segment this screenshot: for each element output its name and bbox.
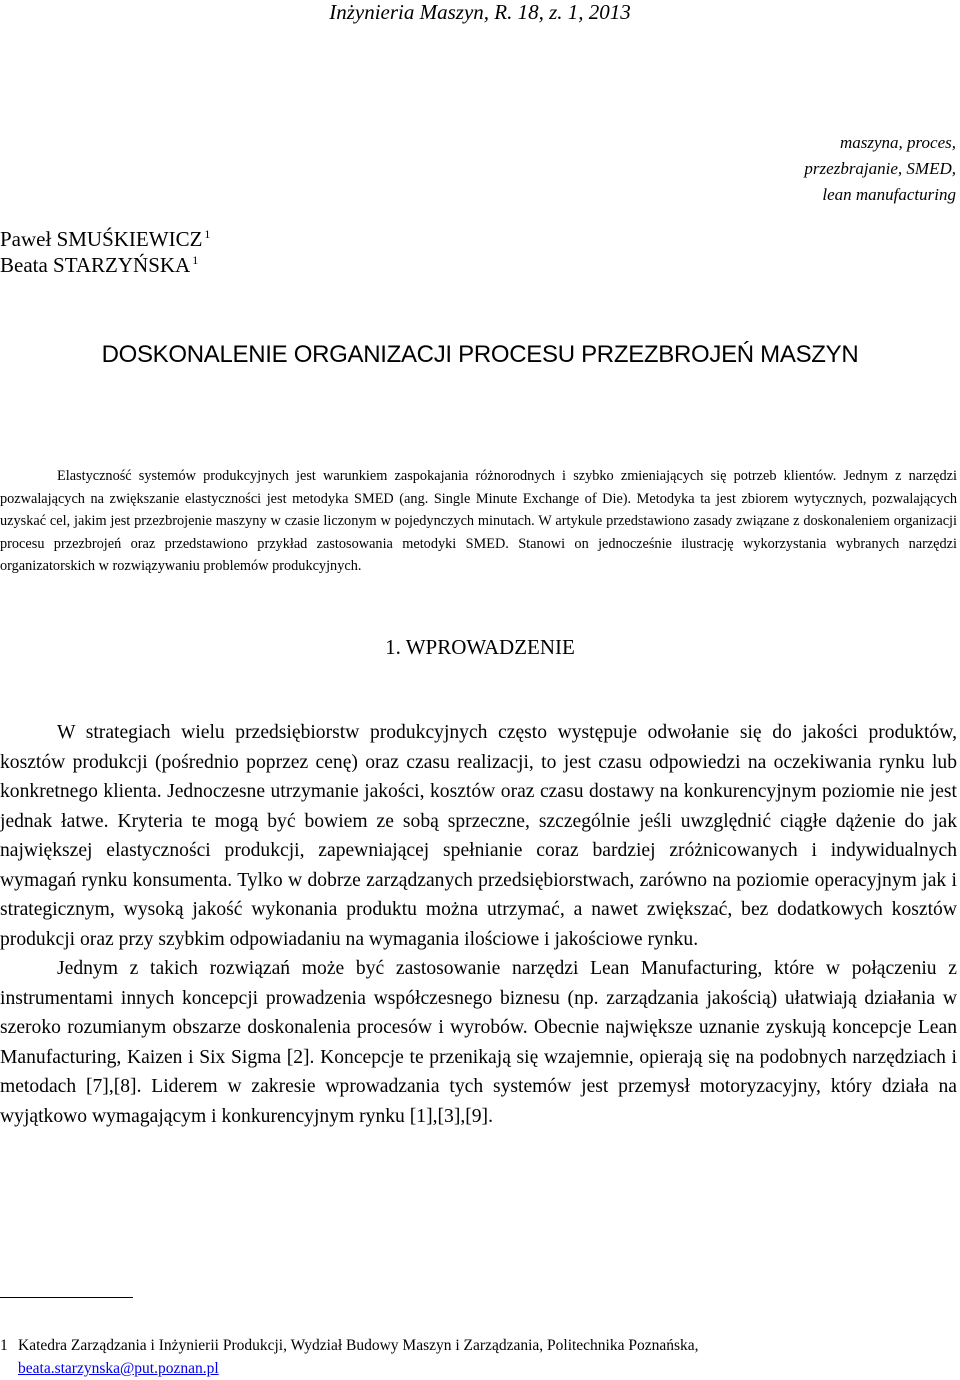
keyword-line: przezbrajanie, SMED, xyxy=(804,159,956,178)
keyword-line: maszyna, proces, xyxy=(840,133,956,152)
footnote-line xyxy=(0,1334,957,1357)
footnote xyxy=(0,1334,957,1380)
journal-header: Inżynieria Maszyn, R. 18, z. 1, 2013 xyxy=(329,0,631,24)
authors xyxy=(0,226,210,278)
paper-title: DOSKONALENIE ORGANIZACJI PROCESU PRZEZBROJEŃ MASZYN xyxy=(101,341,859,368)
author-name: Paweł SMUŚKIEWICZ xyxy=(0,227,203,251)
section-heading: 1. WPROWADZENIE xyxy=(385,635,575,659)
footnote-rule xyxy=(0,1297,133,1298)
body-paragraph: Jednym z takich rozwiązań może być zastosowanie narzędzi Lean Manufacturing, które w połączeniu z instrumentami innych koncepcji prowadzenia współczesnego biznesu (np. zarządzania jakością) ułatwiają działania w szeroko rozumianym obszarze doskonalenia procesów i wyrobów. Obecnie największe uznanie zyskują koncepcje Lean Manufacturing, Kaizen i Six Sigma [2]. Koncepcje te przenikają się wzajemnie, opierają się na podobnych narzędziach i metodach [7],[8]. Liderem w zakresie wprowadzania tych systemów jest przemysł motoryzacyjny, który działa na wyjątkowo wymagającym i konkurencyjnym rynku [1],[3],[9]. xyxy=(0,958,957,1127)
footnote-email-line xyxy=(0,1357,957,1380)
author-name: Beata STARZYŃSKA xyxy=(0,253,191,277)
author-affiliation-mark: 1 xyxy=(192,253,199,267)
abstract xyxy=(0,465,957,578)
section-body xyxy=(0,718,957,1131)
author xyxy=(0,252,210,278)
author xyxy=(0,226,210,252)
footnote-mark: 1 xyxy=(0,1337,8,1354)
body-paragraph: W strategiach wielu przedsiębiorstw produkcyjnych często występuje odwołanie się do jakości produktów, kosztów produkcji (pośrednio poprzez cenę) oraz czasu realizacji, to jest czasu odpowiedzi na oczekiwania rynku lub konkretnego klienta. Jednoczesne utrzymanie jakości, kosztów oraz czasu dostawy na konkurencyjnym poziomie nie jest jednak łatwe. Kryteria te mogą być bowiem ze sobą sprzeczne, szczególnie jeśli uwzględnić ciągłe dążenie do jak największej elastyczności produkcji, zapewniającej spełnianie coraz bardziej zróżnicowanych i indywidualnych wymagań rynku konsumenta. Tylko w dobrze zarządzanych przedsiębiorstwach, zarówno na poziomie operacyjnym jak i strategicznym, wysoką jakość wykonania produktu można utrzymać, a nawet zwiększać, bez dodatkowych kosztów produkcji oraz przy szybkim odpowiadaniu na wymagania ilościowe i jakościowe rynku. xyxy=(0,722,957,950)
footnote-text: Katedra Zarządzania i Inżynierii Produkcji, Wydział Budowy Maszyn i Zarządzania, Politechnika Poznańska, xyxy=(18,1337,699,1354)
author-affiliation-mark: 1 xyxy=(204,227,211,241)
keywords xyxy=(556,130,956,208)
abstract-text: Elastyczność systemów produkcyjnych jest warunkiem zaspokajania różnorodnych i szybko zmieniających się potrzeb klientów. Jednym z narzędzi pozwalających na zwiększanie elastyczności jest metodyka SMED (ang. Single Minute Exchange of Die). Metodyka ta jest zbiorem wytycznych, pozwalających uzyskać cel, jakim jest przezbrojenie maszyny w czasie liczonym w pojedynczych minutach. W artykule przedstawiono zasady związane z doskonaleniem organizacji procesu przezbrojeń oraz przedstawiono przykład zastosowania metodyki SMED. Stanowi on jednocześnie ilustrację wykorzystania wybranych narzędzi organizatorskich w rozwiązywaniu problemów produkcyjnych. xyxy=(0,468,957,574)
keyword-line: lean manufacturing xyxy=(822,185,956,204)
footnote-email-link[interactable]: beata.starzynska@put.poznan.pl xyxy=(18,1360,219,1377)
